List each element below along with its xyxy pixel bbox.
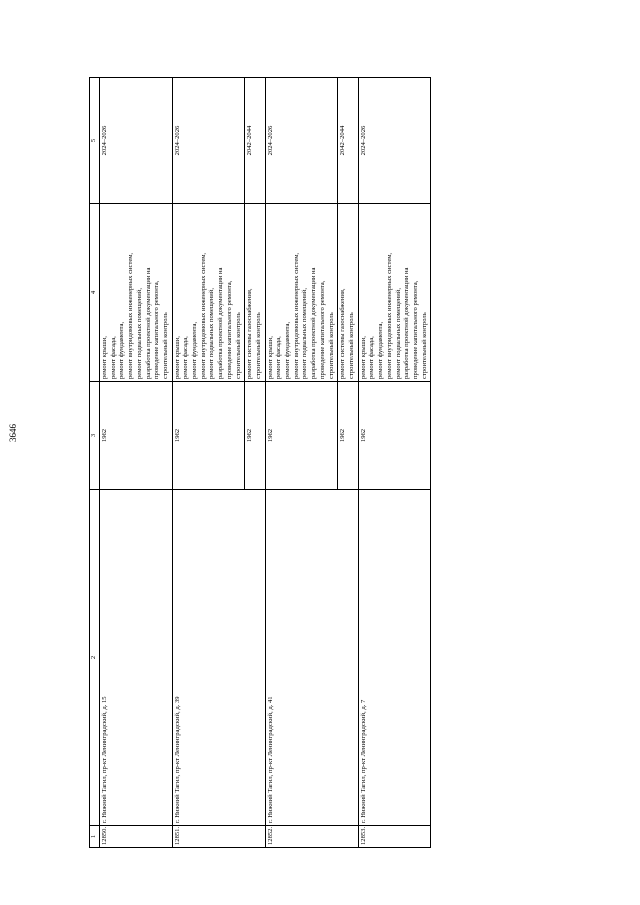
header-col-1: 1 <box>90 826 100 848</box>
year-cell: 1962 <box>172 382 245 490</box>
table-row <box>265 78 338 848</box>
work-item: строительный контроль <box>254 312 262 379</box>
works-cell <box>265 204 338 382</box>
work-item: строительный контроль <box>234 312 242 379</box>
period-cell: 2024–2026 <box>265 78 338 204</box>
header-col-2: 2 <box>90 490 100 826</box>
year-cell: 1962 <box>245 382 265 490</box>
work-item: разработка проектной документации на <box>403 267 411 379</box>
work-item: ремонт крыши, <box>101 336 108 379</box>
work-item: ремонт крыши, <box>359 336 367 379</box>
period-cell: 2024–2026 <box>172 78 245 204</box>
page-number: 3646 <box>8 424 18 442</box>
rotated-table-container <box>89 78 554 848</box>
work-item: проведение капитального ремонта, <box>153 280 161 379</box>
work-item: ремонт подвальных помещений, <box>394 288 402 379</box>
table-row <box>358 78 431 848</box>
year-cell: 1962 <box>358 382 431 490</box>
work-item: строительный контроль <box>161 312 169 379</box>
address-cell: г. Нижний Тагил, пр-кт Ленинградский, д. 7 <box>358 490 431 826</box>
work-item: ремонт фундамента, <box>284 321 292 379</box>
work-item: ремонт фасада, <box>275 336 283 379</box>
work-item: ремонт подвальных помещений, <box>135 288 143 379</box>
header-col-5: 5 <box>90 78 100 204</box>
period-cell: 2024–2026 <box>100 78 173 204</box>
work-item: ремонт фундамента, <box>377 321 385 379</box>
year-cell: 1962 <box>265 382 338 490</box>
works-cell <box>245 204 265 382</box>
work-item: строительный контроль <box>327 312 335 379</box>
works-cell <box>100 204 173 382</box>
work-item: ремонт внутридомовых инженерных систем, <box>127 252 135 379</box>
header-col-4: 4 <box>90 204 100 382</box>
row-number: 12852. <box>265 826 358 848</box>
period-cell: 2042–2044 <box>245 78 265 204</box>
header-row <box>90 78 100 848</box>
period-cell: 2042–2044 <box>338 78 358 204</box>
header-col-3: 3 <box>90 382 100 490</box>
work-item: проведение капитального ремонта, <box>411 280 419 379</box>
work-item: ремонт внутридомовых инженерных систем, <box>199 252 207 379</box>
work-item: разработка проектной документации на <box>310 267 318 379</box>
work-item: ремонт фасада, <box>182 336 190 379</box>
work-item: ремонт крыши, <box>266 336 274 379</box>
capital-repair-table <box>89 77 431 848</box>
table-row <box>172 78 245 848</box>
work-item: ремонт системы газоснабжения, <box>339 288 347 379</box>
work-item: проведение капитального ремонта, <box>318 280 326 379</box>
work-item: ремонт фасада, <box>109 336 117 379</box>
work-item: ремонт подвальных помещений, <box>208 288 216 379</box>
year-cell: 1962 <box>100 382 173 490</box>
work-item: строительный контроль <box>347 312 355 379</box>
work-item: ремонт крыши, <box>173 336 181 379</box>
row-number: 12850. <box>100 826 173 848</box>
address-cell: г. Нижний Тагил, пр-кт Ленинградский, д. 41 <box>265 490 358 826</box>
work-item: ремонт фасада, <box>368 336 376 379</box>
year-cell: 1962 <box>338 382 358 490</box>
work-item: разработка проектной документации на <box>144 267 152 379</box>
work-item: ремонт внутридомовых инженерных систем, <box>292 252 300 379</box>
work-item: строительный контроль <box>420 312 428 379</box>
works-cell <box>338 204 358 382</box>
address-cell: г. Нижний Тагил, пр-кт Ленинградский, д. 15 <box>100 490 173 826</box>
work-item: разработка проектной документации на <box>217 267 225 379</box>
work-item: ремонт подвальных помещений, <box>301 288 309 379</box>
period-cell: 2024–2026 <box>358 78 431 204</box>
works-cell <box>358 204 431 382</box>
work-item: ремонт внутридомовых инженерных систем, <box>385 252 393 379</box>
row-number: 12853. <box>358 826 431 848</box>
works-cell <box>172 204 245 382</box>
work-item: ремонт фундамента, <box>191 321 199 379</box>
work-item: ремонт фундамента, <box>118 321 126 379</box>
table-row <box>100 78 173 848</box>
table-body <box>100 78 431 848</box>
address-cell: г. Нижний Тагил, пр-кт Ленинградский, д. 39 <box>172 490 265 826</box>
work-item: ремонт системы газоснабжения, <box>246 288 254 379</box>
row-number: 12851. <box>172 826 265 848</box>
work-item: проведение капитального ремонта, <box>225 280 233 379</box>
